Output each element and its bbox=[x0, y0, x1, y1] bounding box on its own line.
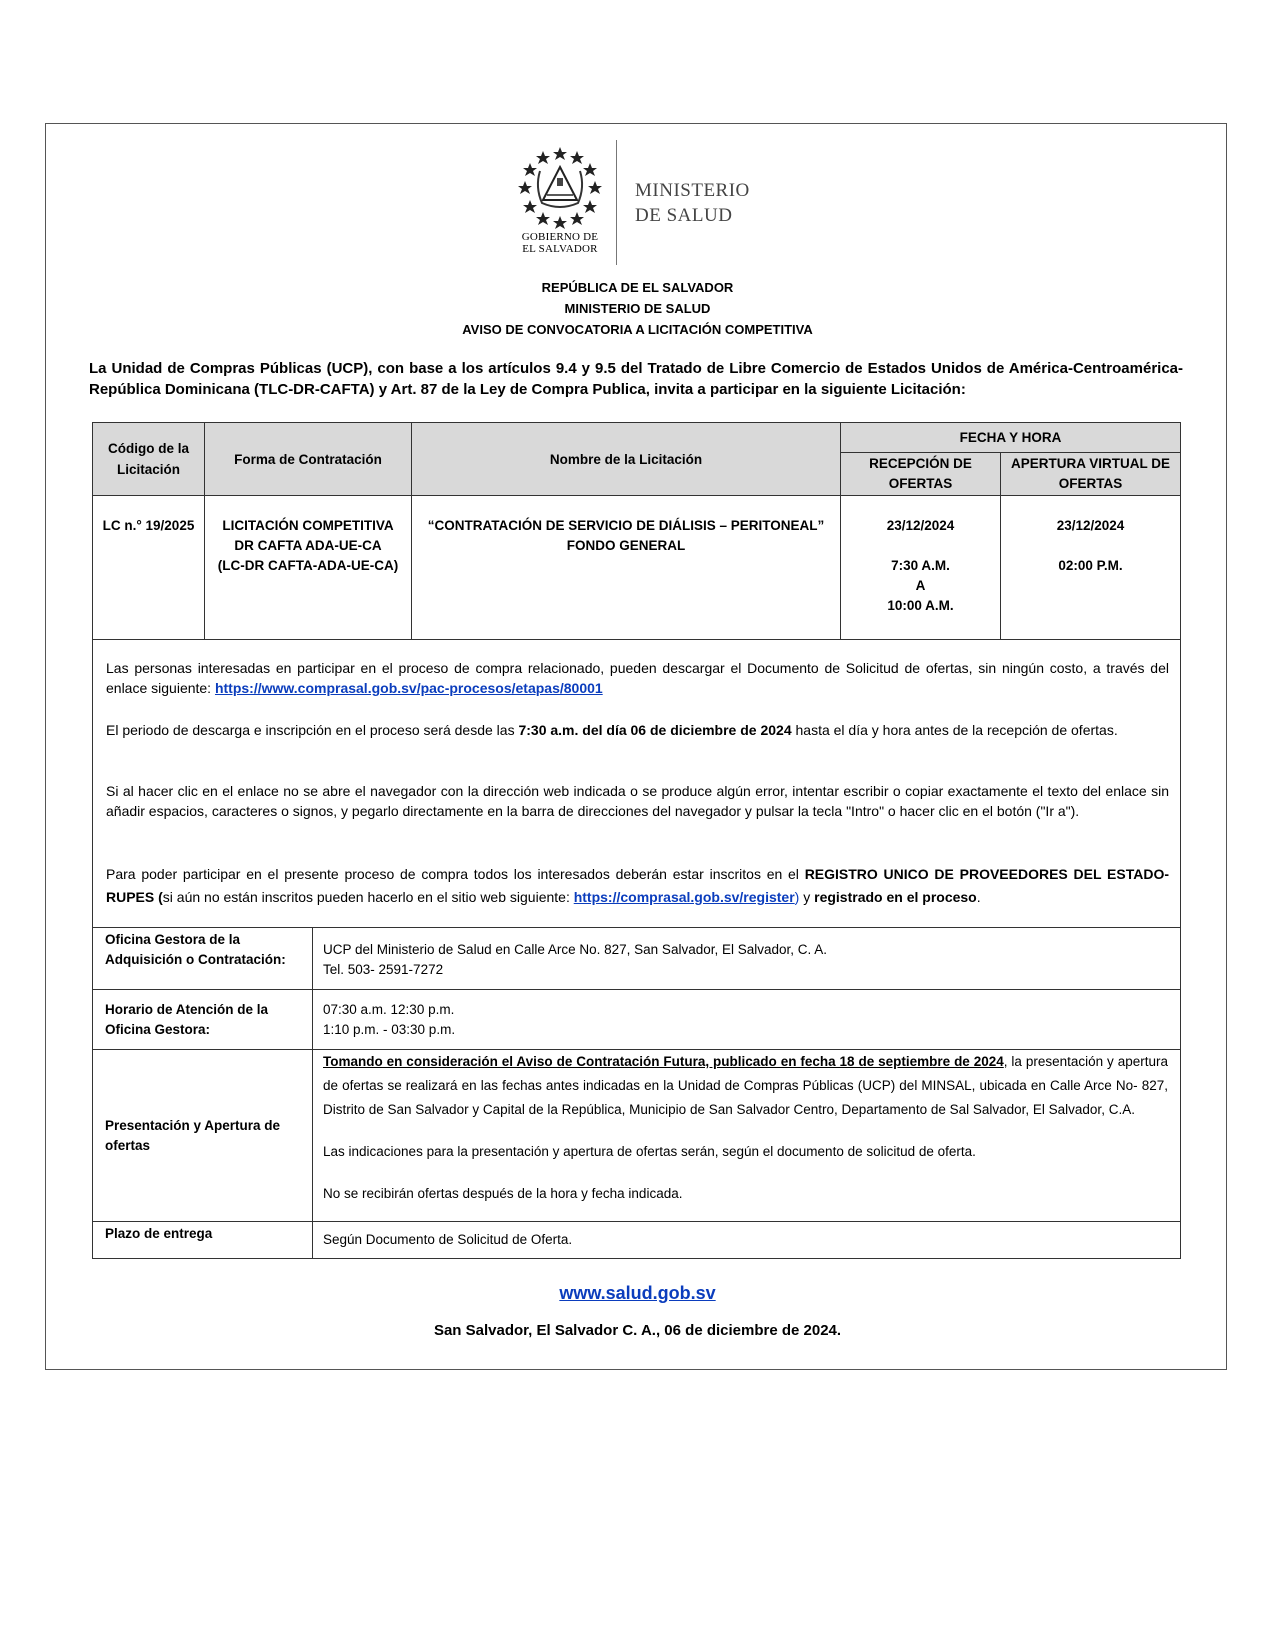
cell-codigo: LC n.° 19/2025 bbox=[93, 496, 205, 640]
apertura-time: 02:00 P.M. bbox=[1058, 558, 1123, 573]
info-row-oficina bbox=[93, 928, 1181, 990]
logo-divider bbox=[616, 140, 617, 265]
website bbox=[0, 1283, 1275, 1304]
oficina-label: Oficina Gestora de la Adquisición o Contratación: bbox=[93, 928, 313, 990]
col-header-codigo: Código de la Licitación bbox=[93, 423, 205, 496]
table-row bbox=[93, 496, 1181, 640]
download-paragraph: Las personas interesadas en participar en el proceso de compra relacionado, pueden descargar el Documento de Solicitud de ofertas, sin ningún costo, a través del enlace siguiente: https://www.comprasal.gob.sv/pac-procesos/etapas/80001 bbox=[106, 660, 1169, 696]
gov-line-1: GOBIERNO DE bbox=[521, 231, 599, 243]
link-help-paragraph: Si al hacer clic en el enlace no se abre el navegador con la dirección web indicada o se produce algún error, intentar escribir o copiar exactamente el texto del enlace sin añadir espacios, caracteres o signos, y pegarlo directamente en la barra de direcciones del navegador y pulsar la tecla "Intro" o hacer clic en el botón ("Ir a"). bbox=[106, 783, 1169, 819]
info-table bbox=[92, 927, 1181, 1259]
header-notice-title: AVISO DE CONVOCATORIA A LICITACIÓN COMPETITIVA bbox=[462, 322, 813, 337]
apertura-date: 23/12/2024 bbox=[1056, 518, 1125, 533]
website-link[interactable]: www.salud.gob.sv bbox=[559, 1283, 716, 1303]
horario-label: Horario de Atención de la Oficina Gestora: bbox=[93, 990, 313, 1050]
horario-value: 07:30 a.m. 12:30 p.m. 1:10 p.m. - 03:30 p.m. bbox=[313, 990, 1181, 1050]
recepcion-date: 23/12/2024 bbox=[886, 518, 955, 533]
download-link[interactable]: https://www.comprasal.gob.sv/pac-procesos/etapas/80001 bbox=[214, 680, 603, 696]
gov-line-2: EL SALVADOR bbox=[522, 243, 598, 255]
recepcion-time-end: 10:00 A.M. bbox=[887, 598, 954, 613]
ministry-logo bbox=[510, 140, 790, 265]
cell-recepcion bbox=[841, 496, 1001, 640]
instructions-block bbox=[92, 640, 1181, 928]
intro-paragraph: La Unidad de Compras Públicas (UCP), con base a los artículos 9.4 y 9.5 del Tratado de Libre Comercio de Estados Unidos de América-Centroamérica-República Dominicana (TLC-DR-CAFTA) y Art. 87 de la Ley de Compra Publica, invita a participar en la siguiente Licitación: bbox=[89, 360, 1183, 398]
tender-table bbox=[92, 422, 1181, 640]
col-header-apertura: APERTURA VIRTUAL DE OFERTAS bbox=[1001, 453, 1181, 496]
col-header-recepcion: RECEPCIÓN DE OFERTAS bbox=[841, 453, 1001, 496]
oficina-value: UCP del Ministerio de Salud en Calle Arce No. 827, San Salvador, El Salvador, C. A. Tel. 503- 2591-7272 bbox=[313, 928, 1181, 990]
nombre-line-1: “CONTRATACIÓN DE SERVICIO DE DIÁLISIS – PERITONEAL” bbox=[427, 518, 825, 533]
registration-paragraph: Para poder participar en el presente proceso de compra todos los interesados deberán estar inscritos en el REGISTRO UNICO DE PROVEEDORES DEL ESTADO-RUPES (si aún no están inscritos pueden hacerlo en el sitio web siguiente: https://comprasal.gob.sv/register) y registrado en el proceso. bbox=[106, 866, 1169, 905]
header-republic: REPÚBLICA DE EL SALVADOR bbox=[541, 280, 734, 295]
coat-of-arms-icon bbox=[510, 140, 610, 265]
cell-nombre bbox=[412, 496, 841, 640]
register-link[interactable]: https://comprasal.gob.sv/register bbox=[573, 889, 795, 905]
col-header-fecha-hora: FECHA Y HORA bbox=[841, 423, 1181, 453]
plazo-label: Plazo de entrega bbox=[93, 1222, 313, 1259]
ministry-line-1: MINISTERIO bbox=[635, 180, 750, 201]
presentacion-value: Tomando en consideración el Aviso de Contratación Futura, publicado en fecha 18 de septiembre de 2024, la presentación y apertura de ofertas se realizará en las fechas antes indicadas en la Unidad de Compras Públicas (UCP) del MINSAL, ubicada en Calle Arce No- 827, Distrito de San Salvador y Capital de la República, Municipio de San Salvador Centro, Departamento de Sal Salvador, El Salvador, C.A. Las indicaciones para la presentación y apertura de ofertas serán, según el documento de solicitud de oferta. No se recibirán ofertas después de la hora y fecha indicada. bbox=[313, 1050, 1181, 1222]
ministry-name bbox=[635, 178, 750, 228]
cell-apertura bbox=[1001, 496, 1181, 640]
header-ministry: MINISTERIO DE SALUD bbox=[564, 301, 711, 316]
nombre-line-2: FONDO GENERAL bbox=[566, 538, 686, 553]
ministry-line-2: DE SALUD bbox=[635, 205, 733, 226]
plazo-value: Según Documento de Solicitud de Oferta. bbox=[313, 1222, 1181, 1259]
info-row-horario bbox=[93, 990, 1181, 1050]
forma-line-2: DR CAFTA ADA-UE-CA bbox=[234, 538, 382, 553]
presentacion-label: Presentación y Apertura de ofertas bbox=[93, 1050, 313, 1222]
forma-line-3: (LC-DR CAFTA-ADA-UE-CA) bbox=[217, 558, 399, 573]
info-row-presentacion bbox=[93, 1050, 1181, 1222]
recepcion-time-sep: A bbox=[915, 578, 926, 593]
closing-date-line: San Salvador, El Salvador C. A., 06 de diciembre de 2024. bbox=[433, 1322, 842, 1339]
forma-line-1: LICITACIÓN COMPETITIVA bbox=[222, 518, 394, 533]
info-row-plazo bbox=[93, 1222, 1181, 1259]
cell-forma bbox=[205, 496, 412, 640]
col-header-nombre: Nombre de la Licitación bbox=[412, 423, 841, 496]
period-paragraph: El periodo de descarga e inscripción en el proceso será desde las 7:30 a.m. del día 06 de diciembre de 2024 hasta el día y hora antes de la recepción de ofertas. bbox=[106, 722, 1118, 738]
col-header-forma: Forma de Contratación bbox=[205, 423, 412, 496]
recepcion-time-start: 7:30 A.M. bbox=[891, 558, 950, 573]
